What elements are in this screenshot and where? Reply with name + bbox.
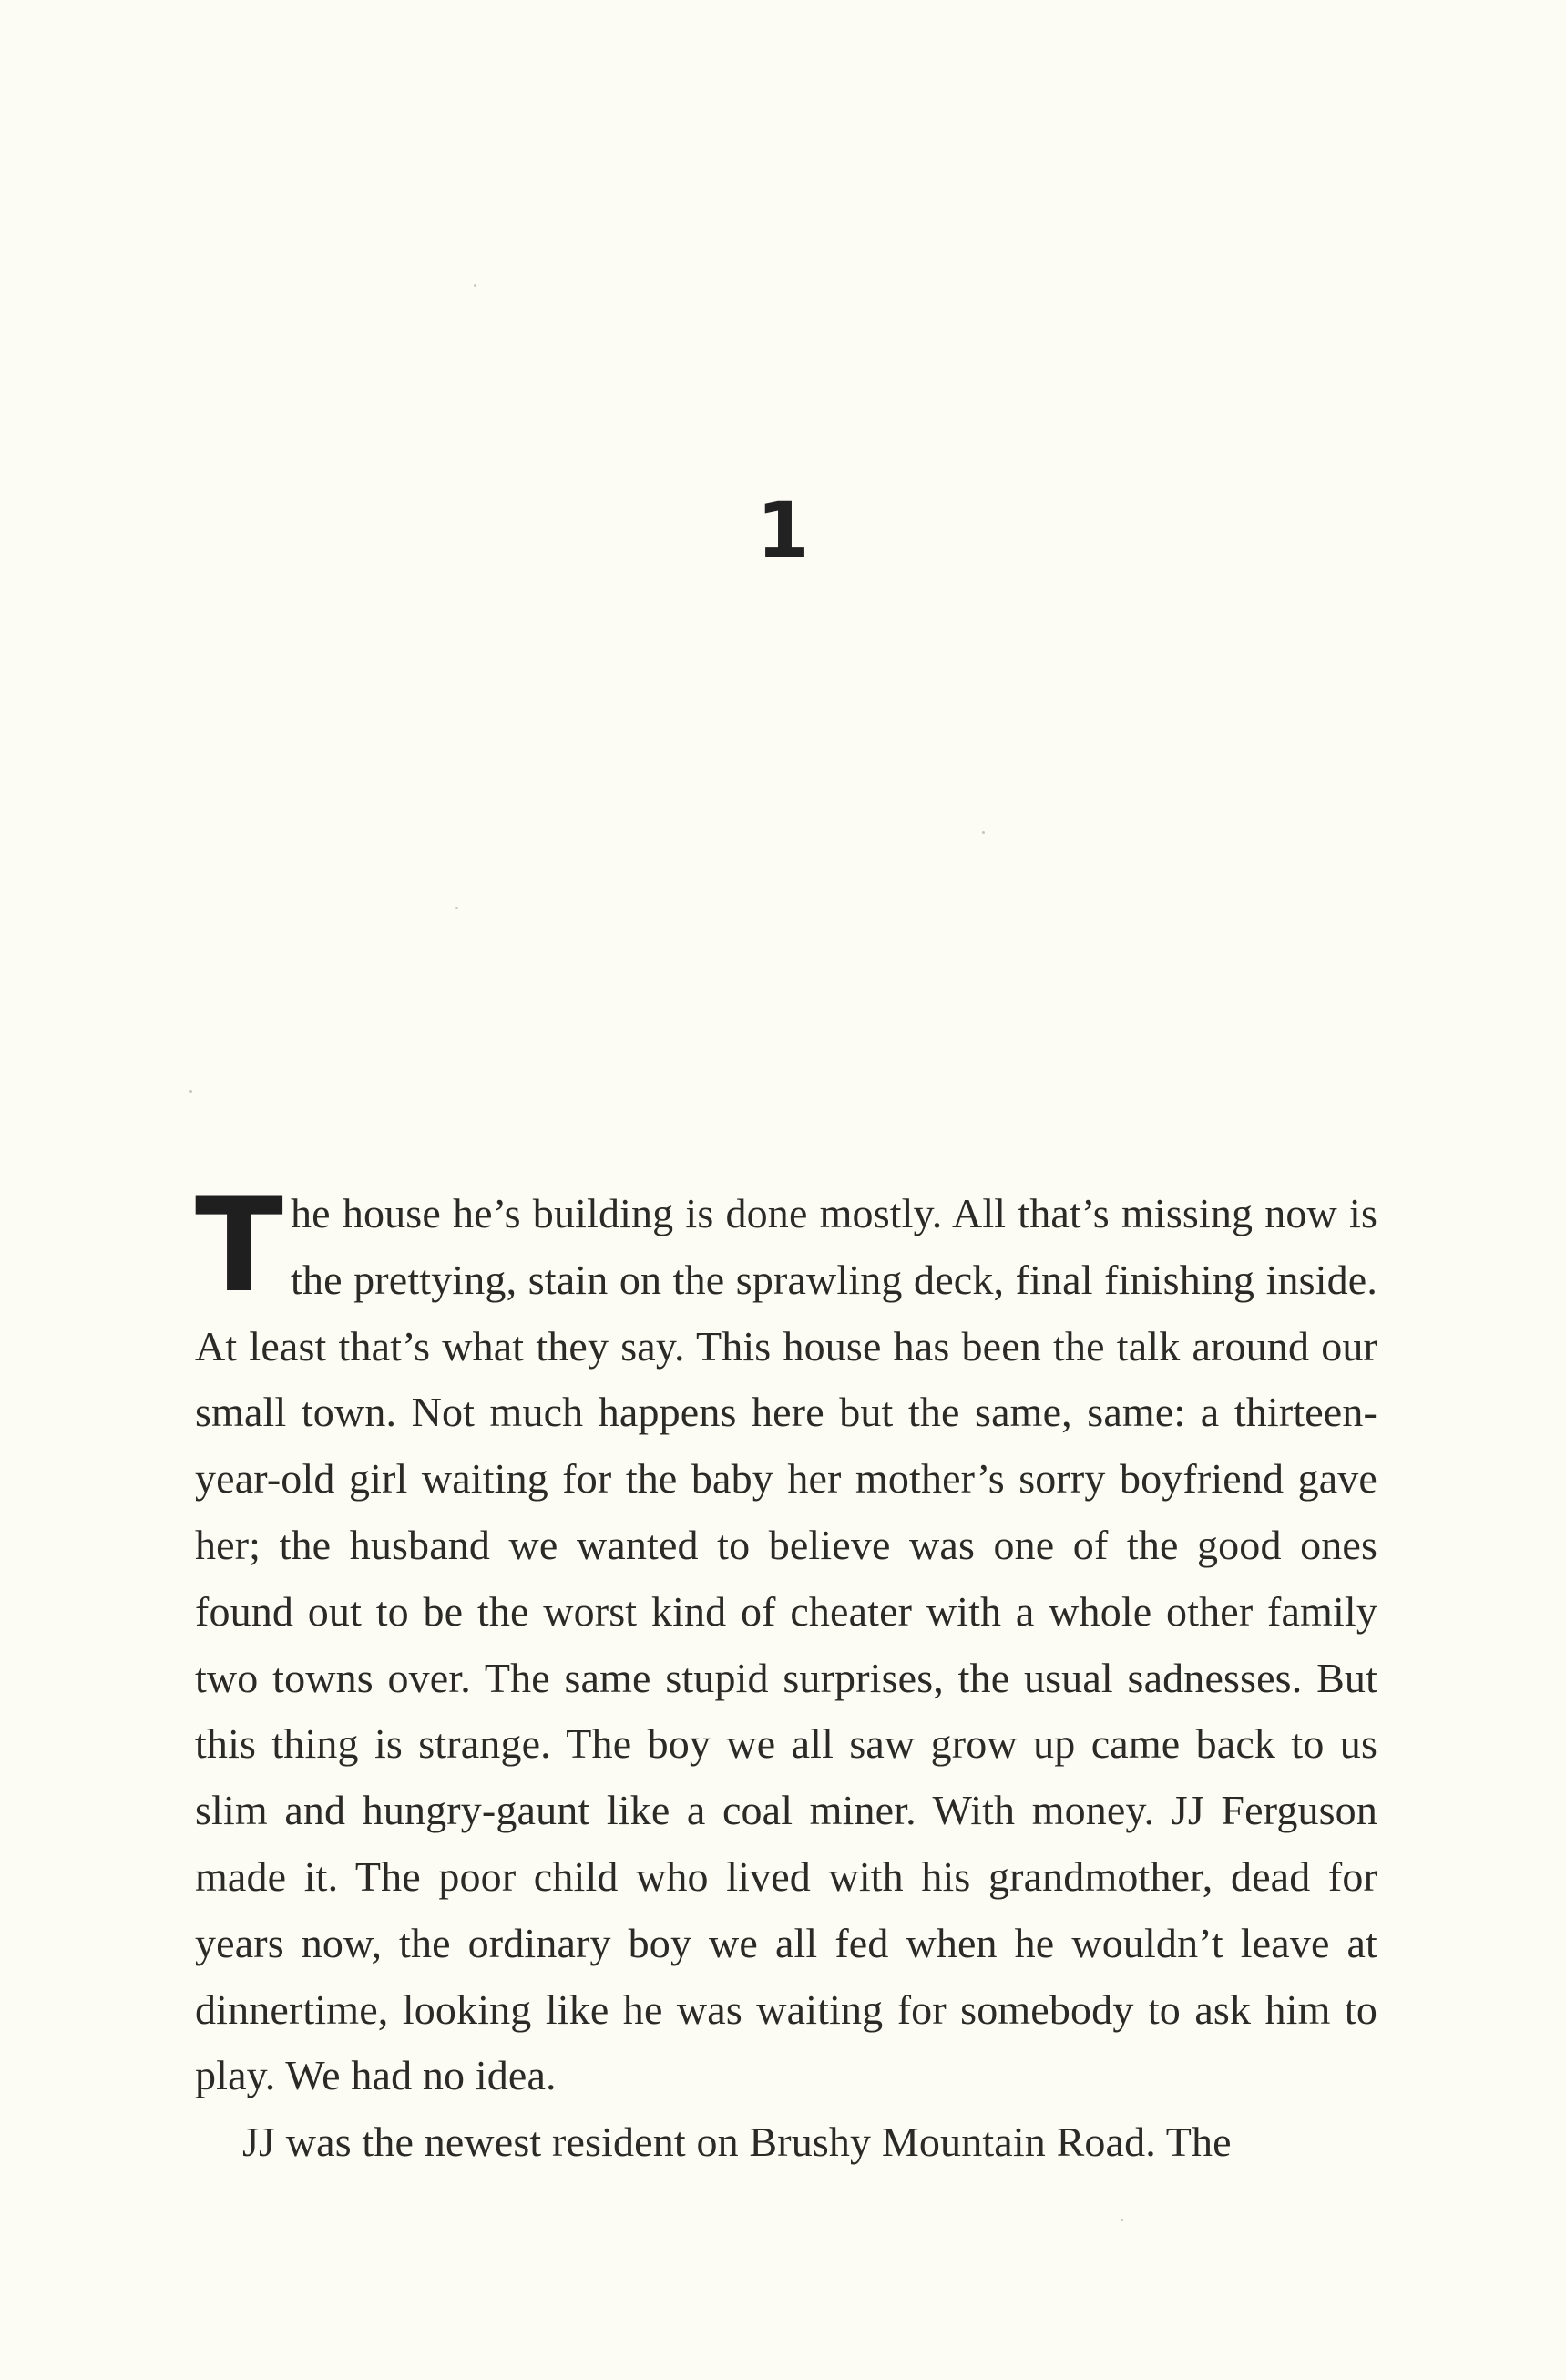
drop-cap: T (195, 1171, 284, 1321)
paper-speck (474, 284, 476, 287)
paragraph-2-text: JJ was the newest resident on Brushy Mountain Road. The (242, 2118, 1232, 2166)
paper-speck (455, 907, 458, 909)
paragraph-1-text: he house he’s building is done mostly. All that’s missing now is the prettying, stain on the sprawling deck, final finishing inside. At least that’s what they say. This house has been the talk around our small town. Not much happens here but the same, same: a thirteen-year-old girl waiting for the baby her mother’s sorry boyfriend gave her; the husband we wanted to believe was one of the good ones found out to be the worst kind of cheater with a whole other family two towns over. The same stupid surprises, the usual sadnesses. But this thing is strange. The boy we all saw grow up came back to us slim and hungry-gaunt like a coal miner. With money. JJ Ferguson made it. The poor child who lived with his grandmother, dead for years now, the ordinary boy we all fed when he wouldn’t leave at dinnertime, looking like he was waiting for somebody to ask him to play. We had no idea. (195, 1190, 1377, 2099)
paragraph-2 (195, 2109, 1377, 2176)
chapter-number: 1 (756, 486, 810, 575)
paper-speck (1121, 2219, 1123, 2221)
paper-speck (189, 1090, 192, 1093)
paper-speck (982, 831, 985, 834)
body-text (195, 1171, 1377, 2176)
paragraph-1 (195, 1171, 1377, 2109)
